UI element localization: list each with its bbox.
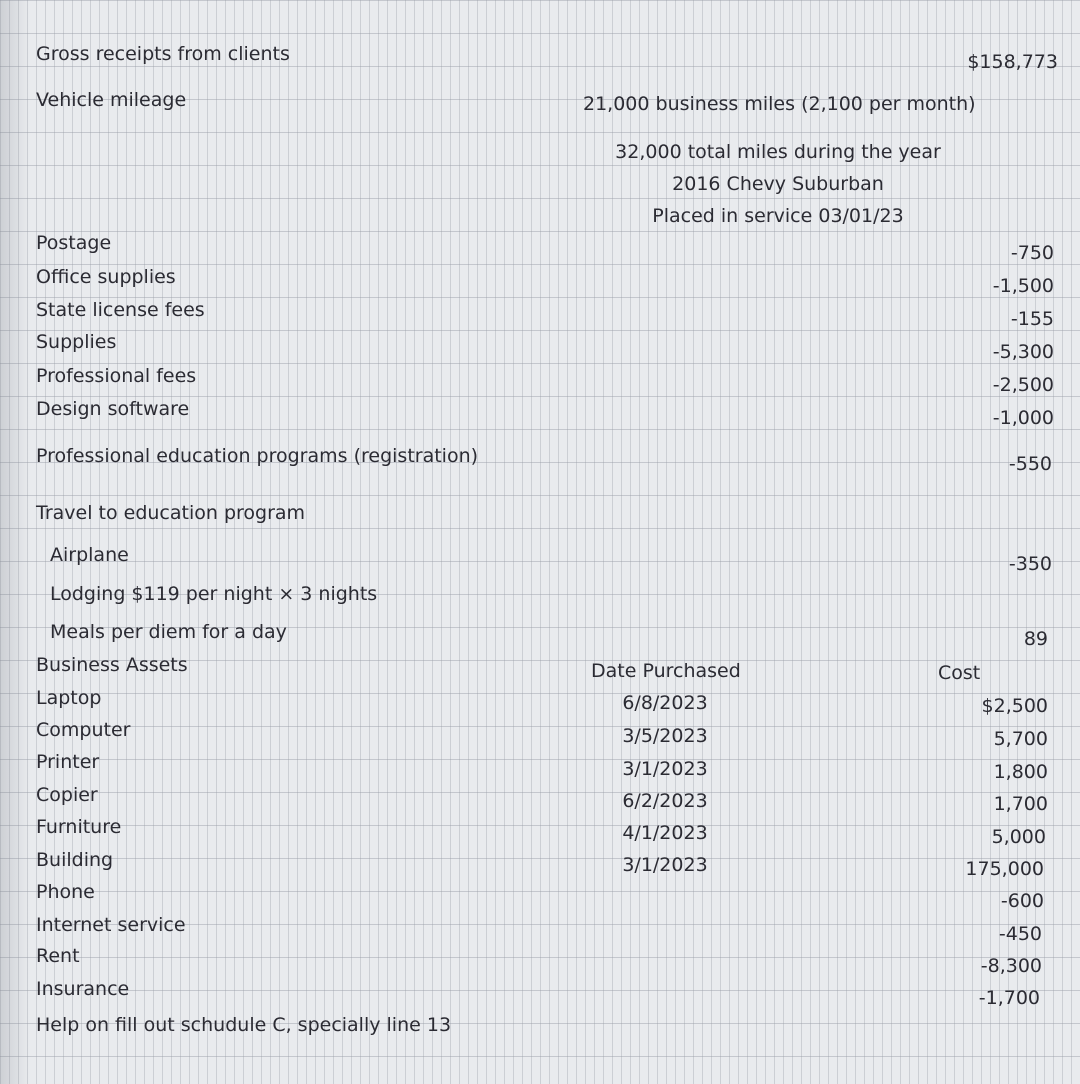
expense-value-design-software: -1,000 — [992, 407, 1054, 429]
expense-value-phone: -600 — [1000, 890, 1044, 912]
expense-label-office-supplies: Office supplies — [36, 266, 176, 288]
total-miles-text: 32,000 total miles during the year — [615, 141, 941, 163]
asset-label-printer: Printer — [36, 751, 100, 773]
vehicle-model-text: 2016 Chevy Suburban — [672, 173, 884, 195]
expense-value-rent: -8,300 — [980, 955, 1042, 977]
expense-label-design-software: Design software — [36, 398, 190, 420]
asset-cost-computer: 5,700 — [993, 728, 1048, 750]
travel-label: Travel to education program — [36, 502, 306, 524]
asset-cost-building: 175,000 — [965, 858, 1044, 880]
help-note: Help on fill out schudule C, specially line 13 — [36, 1014, 452, 1036]
gross-receipts-value: $158,773 — [967, 51, 1058, 73]
expense-value-state-license: -155 — [1010, 308, 1054, 330]
asset-date-printer: 3/1/2023 — [622, 758, 708, 780]
vehicle-mileage-label: Vehicle mileage — [36, 89, 187, 111]
expense-value-supplies: -5,300 — [992, 341, 1054, 363]
expense-value-insurance: -1,700 — [978, 987, 1040, 1009]
expense-label-internet: Internet service — [36, 914, 186, 936]
asset-date-building: 3/1/2023 — [622, 854, 708, 876]
expense-label-education: Professional education programs (registration) — [36, 445, 479, 467]
expense-label-insurance: Insurance — [36, 978, 130, 1000]
meals-value: 89 — [1023, 628, 1048, 650]
asset-label-computer: Computer — [36, 719, 131, 741]
placed-in-service-text: Placed in service 03/01/23 — [652, 205, 904, 227]
airplane-value: -350 — [1008, 553, 1052, 575]
expense-label-supplies: Supplies — [36, 331, 117, 353]
asset-date-laptop: 6/8/2023 — [622, 692, 708, 714]
expense-label-state-license: State license fees — [36, 299, 205, 321]
expense-value-professional-fees: -2,500 — [992, 374, 1054, 396]
asset-label-building: Building — [36, 849, 114, 871]
lodging-label: Lodging $119 per night × 3 nights — [50, 583, 378, 605]
expense-label-rent: Rent — [36, 945, 80, 967]
asset-date-copier: 6/2/2023 — [622, 790, 708, 812]
asset-label-furniture: Furniture — [36, 816, 122, 838]
asset-label-copier: Copier — [36, 784, 98, 806]
asset-date-computer: 3/5/2023 — [622, 725, 708, 747]
expense-value-office-supplies: -1,500 — [992, 275, 1054, 297]
assets-header-label: Business Assets — [36, 654, 188, 676]
asset-date-furniture: 4/1/2023 — [622, 822, 708, 844]
asset-cost-laptop: $2,500 — [981, 695, 1048, 717]
expense-value-education: -550 — [1008, 453, 1052, 475]
asset-label-laptop: Laptop — [36, 687, 102, 709]
asset-cost-furniture: 5,000 — [991, 826, 1046, 848]
meals-label: Meals per diem for a day — [50, 621, 287, 643]
assets-header-cost: Cost — [938, 662, 981, 684]
expense-value-internet: -450 — [998, 923, 1042, 945]
airplane-label: Airplane — [50, 544, 129, 566]
gross-receipts-label: Gross receipts from clients — [36, 43, 290, 65]
asset-cost-copier: 1,700 — [993, 793, 1048, 815]
business-miles-text: 21,000 business miles (2,100 per month) — [583, 93, 976, 115]
expense-label-phone: Phone — [36, 881, 95, 903]
expense-label-postage: Postage — [36, 232, 112, 254]
asset-cost-printer: 1,800 — [993, 761, 1048, 783]
expense-value-postage: -750 — [1010, 242, 1054, 264]
expense-label-professional-fees: Professional fees — [36, 365, 197, 387]
assets-header-date: Date Purchased — [591, 660, 741, 682]
